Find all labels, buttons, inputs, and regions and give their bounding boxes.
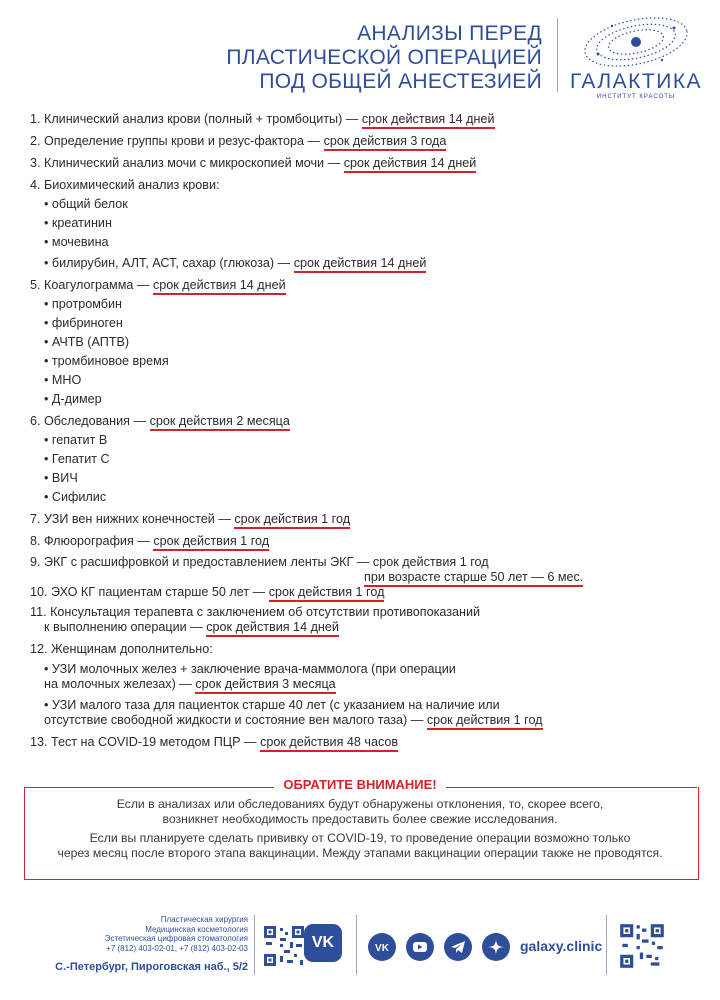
title-line-2: ПЛАСТИЧЕСКОЙ ОПЕРАЦИЕЙ [226,46,542,69]
list-item-cont: к выполнению операции — срок действия 14 дней [44,619,339,635]
logo-subtitle: ИНСТИТУТ КРАСОТЫ [596,94,676,100]
list-bullet: • билирубин, АЛТ, АСТ, сахар (глюкоза) — срок действия 14 дней [44,255,426,271]
validity-term: срок действия 1 год [234,512,350,529]
vk-qr-code-icon [262,924,306,968]
validity-term: срок действия 1 год [269,585,385,602]
notice-text: через месяц после второго этапа вакцинации. Между этапами вакцинации операции также не проводятся. [57,846,663,860]
list-bullet: • УЗИ малого таза для пациенток старше 40 лет (с указанием на наличие или [44,698,500,712]
validity-term: срок действия 1 год [372,555,489,569]
validity-term: срок действия 3 месяца [195,677,335,694]
list-bullet: • МНО [44,373,82,387]
list-bullet: • ВИЧ [44,471,78,485]
list-item: 12. Женщинам дополнительно: [30,642,213,656]
validity-term: срок действия 48 часов [260,735,398,752]
list-bullet: • креатинин [44,216,112,230]
service-item: Медицинская косметология [145,924,248,934]
list-bullet: • УЗИ молочных желез + заключение врача-маммолога (при операции [44,662,456,676]
galaxy-logo-icon [578,14,694,70]
notice-title: ОБРАТИТЕ ВНИМАНИЕ! [283,777,437,792]
footer-divider [356,915,357,975]
page-title [226,22,542,94]
title-line-1: АНАЛИЗЫ ПЕРЕД [357,22,542,45]
list-item: 11. Консультация терапевта с заключением об отсутствии противопоказаний [30,605,481,619]
telegram-icon[interactable] [444,933,472,961]
list-bullet: • мочевина [44,235,109,249]
validity-term: срок действия 1 год [153,534,269,551]
phone-numbers[interactable]: +7 (812) 403-02-01, +7 (812) 403-02-03 [106,943,248,953]
logo [566,12,706,102]
list-item: 1. Клинический анализ крови (полный + тромбоциты) — срок действия 14 дней [30,111,495,127]
logo-name: ГАЛАКТИКА [569,70,703,93]
validity-term: срок действия 14 дней [294,256,427,273]
list-bullet: • протромбин [44,297,122,311]
list-item: 4. Биохимический анализ крови: [30,178,220,192]
list-item: 10. ЭХО КГ пациентам старше 50 лет — срок действия 1 год [30,584,384,600]
footer-divider [254,915,255,975]
website-link[interactable]: galaxy.clinic [520,938,603,954]
list-bullet-cont: на молочных железах) — срок действия 3 месяца [44,676,336,692]
list-bullet: • тромбиновое время [44,354,169,368]
vk-chip-icon[interactable]: VK [304,924,342,962]
list-item: 5. Коагулограмма — срок действия 14 дней [30,277,286,293]
youtube-icon[interactable] [406,933,434,961]
list-bullet: • Д-димер [44,392,102,406]
list-bullet: • АЧТВ (АПТВ) [44,335,130,349]
list-item: 13. Тест на COVID-19 методом ПЦР — срок действия 48 часов [30,734,398,750]
notice-text: Если вы планируете сделать прививку от COVID-19, то проведение операции возможно только [89,831,631,845]
validity-term: срок действия 14 дней [206,620,339,637]
address: С.-Петербург, Пироговская наб., 5/2 [55,961,248,973]
list-item: 2. Определение группы крови и резус-фактора — срок действия 3 года [30,133,446,149]
clinic-services [105,915,248,953]
list-bullet: • гепатит В [44,433,108,447]
site-qr-code-icon [618,922,666,970]
service-item: Пластическая хирургия [160,915,248,924]
header-divider [557,18,558,92]
list-bullet: • фибриноген [44,316,123,330]
list-bullet: • Сифилис [44,490,107,504]
notice-text: Если в анализах или обследованиях будут обнаружены отклонения, то, скорее всего, [116,797,604,811]
title-line-3: ПОД ОБЩЕЙ АНЕСТЕЗИЕЙ [259,70,542,93]
zen-icon[interactable] [482,933,510,961]
list-bullet-cont: отсутствие свободной жидкости и состояние вен малого таза) — срок действия 1 год [44,712,543,728]
list-item: 6. Обследования — срок действия 2 месяца [30,413,290,429]
validity-term: срок действия 1 год [427,713,543,730]
list-item: 3. Клинический анализ мочи с микроскопией мочи — срок действия 14 дней [30,155,476,171]
list-item: 8. Флюорография — срок действия 1 год [30,533,269,549]
vk-icon[interactable] [368,933,396,961]
service-item: Эстетическая цифровая стоматология [104,934,248,943]
validity-term-extra: при возрасте старше 50 лет — 6 мес. [364,569,583,585]
validity-term: срок действия 3 года [324,134,447,151]
notice-text: возникнет необходимость предоставить более свежие исследования. [162,812,558,826]
validity-term: срок действия 14 дней [344,156,477,173]
list-item: 7. УЗИ вен нижних конечностей — срок действия 1 год [30,511,350,527]
list-bullet: • общий белок [44,197,128,211]
svg-text:VK: VK [375,943,389,954]
validity-term: срок действия 14 дней [153,278,286,295]
validity-term: срок действия 2 месяца [150,414,290,431]
validity-term: срок действия 14 дней [362,112,495,129]
list-bullet: • Гепатит С [44,452,110,466]
footer-divider [606,915,607,975]
list-item: 9. ЭКГ с расшифровкой и предоставлением ленты ЭКГ — срок действия 1 год [30,555,489,569]
